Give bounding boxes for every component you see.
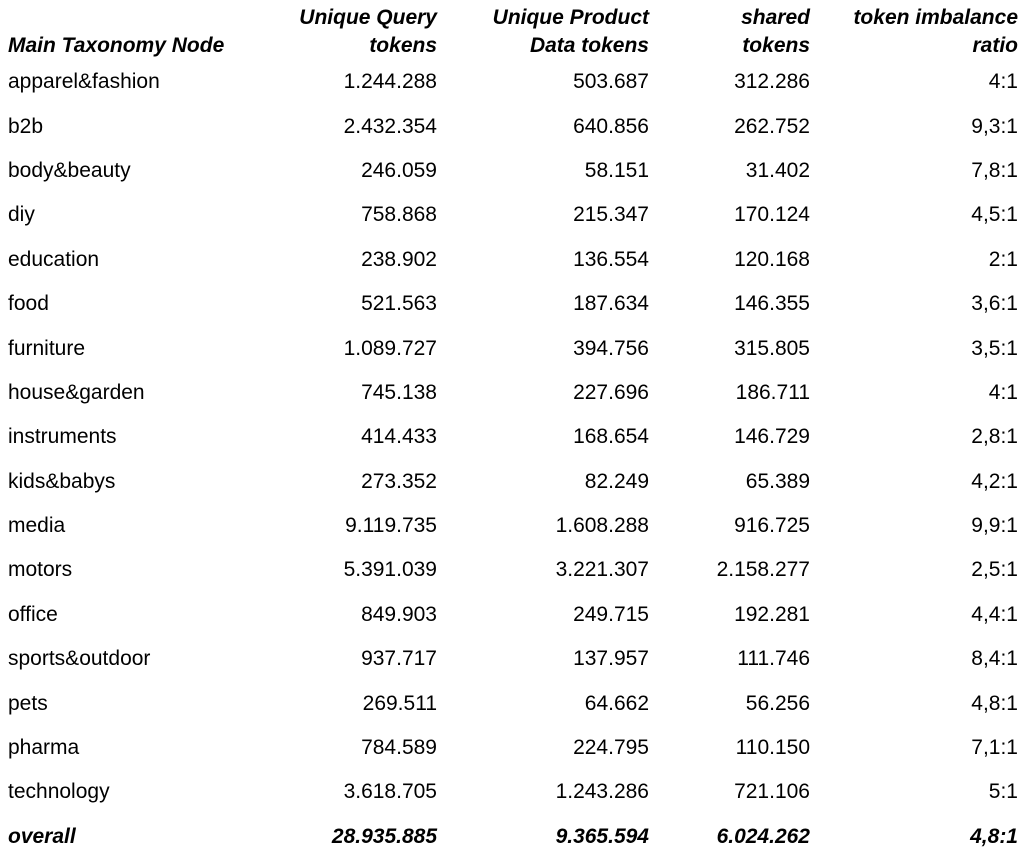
imbalance-ratio-cell: 9,9:1 [971,514,1018,538]
shared-tokens-cell: 65.389 [745,469,810,493]
header-line-2: Main Taxonomy Node [8,34,225,57]
shared-tokens-cell: 312.286 [734,70,810,94]
unique-product-data-tokens-cell: 1.608.288 [555,514,649,538]
table-row [0,193,1024,237]
overall-row [0,815,1024,859]
table-row [0,681,1024,725]
imbalance-ratio-cell: 4,5:1 [971,203,1018,227]
header-line-2: tokens [369,34,437,57]
imbalance-ratio-cell: 4:1 [988,70,1018,94]
shared-tokens-cell: 2.158.277 [716,558,810,582]
table-row [0,637,1024,681]
header-line-2: Data tokens [529,34,649,57]
taxonomy-node-cell: sports&outdoor [8,647,151,671]
shared-tokens-cell: 146.729 [734,425,810,449]
header-line-2: tokens [742,34,810,57]
shared-tokens-cell: 170.124 [734,203,810,227]
taxonomy-node-cell: overall [8,824,76,848]
imbalance-ratio-cell: 2,8:1 [971,425,1018,449]
shared-tokens-cell: 916.725 [734,514,810,538]
imbalance-ratio-cell: 2,5:1 [971,558,1018,582]
imbalance-ratio-cell: 8,4:1 [971,647,1018,671]
header-line-1: Unique Query [299,6,437,29]
unique-query-tokens-cell: 745.138 [361,380,437,404]
table-row [0,238,1024,282]
table-row [0,593,1024,637]
header-main-taxonomy-node [0,0,260,60]
imbalance-ratio-cell: 3,5:1 [971,336,1018,360]
unique-query-tokens-cell: 28.935.885 [331,824,437,848]
table-row [0,460,1024,504]
table-row [0,326,1024,370]
shared-tokens-cell: 6.024.262 [716,824,810,848]
header-unique-query-tokens [260,0,443,60]
taxonomy-node-cell: furniture [8,336,86,360]
shared-tokens-cell: 111.746 [737,647,810,671]
unique-product-data-tokens-cell: 394.756 [573,336,649,360]
unique-product-data-tokens-cell: 9.365.594 [555,824,649,848]
header-line-1: Unique Product [492,6,649,29]
taxonomy-node-cell: house&garden [8,380,145,404]
table-row [0,149,1024,193]
unique-product-data-tokens-cell: 249.715 [573,602,649,626]
table-header [0,0,1024,60]
table-row [0,504,1024,548]
shared-tokens-cell: 721.106 [734,780,810,804]
unique-query-tokens-cell: 9.119.735 [345,514,437,538]
unique-product-data-tokens-cell: 640.856 [573,114,649,138]
header-line-2: ratio [972,34,1018,57]
shared-tokens-cell: 56.256 [745,691,810,715]
table-body [0,60,1024,859]
unique-product-data-tokens-cell: 58.151 [584,158,649,182]
taxonomy-node-cell: education [8,247,100,271]
table-row [0,104,1024,148]
unique-product-data-tokens-cell: 3.221.307 [555,558,649,582]
header-row [0,0,1024,60]
unique-product-data-tokens-cell: 82.249 [584,469,649,493]
table-row [0,548,1024,592]
unique-product-data-tokens-cell: 137.957 [573,647,649,671]
imbalance-ratio-cell: 4,2:1 [971,469,1018,493]
imbalance-ratio-cell: 4,4:1 [971,602,1018,626]
taxonomy-node-cell: technology [8,780,110,804]
unique-query-tokens-cell: 269.511 [362,691,437,715]
table-row [0,770,1024,814]
unique-product-data-tokens-cell: 1.243.286 [555,780,649,804]
unique-product-data-tokens-cell: 503.687 [573,70,649,94]
unique-product-data-tokens-cell: 224.795 [573,736,649,760]
table-row [0,282,1024,326]
taxonomy-node-cell: kids&babys [8,469,116,493]
unique-product-data-tokens-cell: 168.654 [573,425,649,449]
taxonomy-node-cell: b2b [8,114,44,138]
shared-tokens-cell: 192.281 [734,602,810,626]
unique-query-tokens-cell: 246.059 [361,158,437,182]
unique-product-data-tokens-cell: 227.696 [573,380,649,404]
taxonomy-node-cell: office [8,602,58,626]
table-row [0,415,1024,459]
shared-tokens-cell: 110.150 [735,736,810,760]
unique-query-tokens-cell: 521.563 [361,292,437,316]
taxonomy-node-cell: food [8,292,49,316]
header-token-imbalance-ratio [816,0,1024,60]
unique-query-tokens-cell: 784.589 [361,736,437,760]
header-line-1: token imbalance [853,6,1018,29]
unique-query-tokens-cell: 758.868 [361,203,437,227]
imbalance-ratio-cell: 3,6:1 [971,292,1018,316]
taxonomy-node-cell: apparel&fashion [8,70,160,94]
shared-tokens-cell: 262.752 [734,114,810,138]
header-unique-product-data-tokens [443,0,655,60]
taxonomy-node-cell: body&beauty [8,158,131,182]
taxonomy-node-cell: motors [8,558,73,582]
unique-query-tokens-cell: 937.717 [361,647,437,671]
taxonomy-node-cell: instruments [8,425,117,449]
unique-query-tokens-cell: 3.618.705 [343,780,437,804]
unique-query-tokens-cell: 849.903 [361,602,437,626]
imbalance-ratio-cell: 2:1 [988,247,1018,271]
unique-query-tokens-cell: 1.089.727 [343,336,437,360]
shared-tokens-cell: 120.168 [734,247,810,271]
unique-product-data-tokens-cell: 64.662 [584,691,649,715]
taxonomy-node-cell: diy [8,203,35,227]
taxonomy-node-cell: pets [8,691,48,715]
table-row [0,60,1024,104]
shared-tokens-cell: 146.355 [734,292,810,316]
shared-tokens-cell: 186.711 [735,380,810,404]
unique-query-tokens-cell: 238.902 [361,247,437,271]
unique-product-data-tokens-cell: 136.554 [573,247,649,271]
shared-tokens-cell: 31.402 [745,158,810,182]
imbalance-ratio-cell: 5:1 [988,780,1018,804]
imbalance-ratio-cell: 9,3:1 [971,114,1018,138]
taxonomy-node-cell: media [8,514,66,538]
imbalance-ratio-cell: 4:1 [988,380,1018,404]
unique-product-data-tokens-cell: 215.347 [573,203,649,227]
shared-tokens-cell: 315.805 [734,336,810,360]
unique-query-tokens-cell: 5.391.039 [343,558,437,582]
imbalance-ratio-cell: 4,8:1 [971,691,1018,715]
taxonomy-node-cell: pharma [8,736,80,760]
unique-product-data-tokens-cell: 187.634 [573,292,649,316]
unique-query-tokens-cell: 273.352 [361,469,437,493]
imbalance-ratio-cell: 7,1:1 [971,736,1018,760]
unique-query-tokens-cell: 2.432.354 [343,114,437,138]
table-row [0,371,1024,415]
unique-query-tokens-cell: 1.244.288 [343,70,437,94]
header-shared-tokens [655,0,816,60]
imbalance-ratio-cell: 4,8:1 [970,824,1018,848]
imbalance-ratio-cell: 7,8:1 [971,158,1018,182]
table-row [0,726,1024,770]
header-line-1: shared [741,6,810,29]
unique-query-tokens-cell: 414.433 [361,425,437,449]
